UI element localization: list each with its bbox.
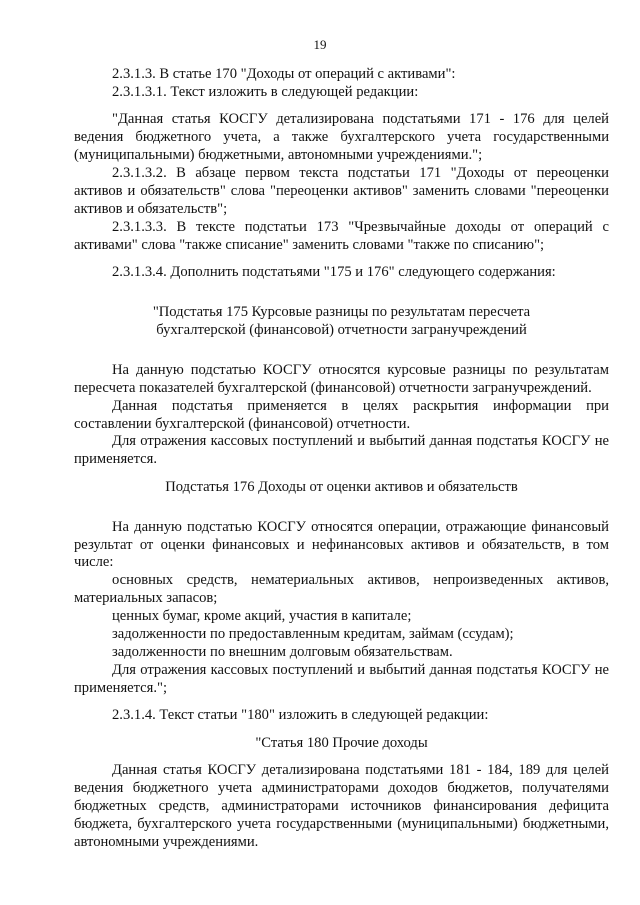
subarticle-175-usage: Данная подстатья применяется в целях раскрытия информации при составлении бухгалтерской (финансовой) отчетности.	[74, 397, 609, 432]
page-number: 19	[313, 37, 327, 52]
subarticle-175-heading: "Подстатья 175 Курсовые разницы по результатам пересчета бухгалтерской (финансовой) отчетности загранучреждений	[152, 303, 531, 338]
article-180-heading: "Статья 180 Прочие доходы	[255, 734, 428, 751]
subarticle-175-text: На данную подстатью КОСГУ относятся курсовые разницы по результатам пересчета показателей бухгалтерской (финансовой) отчетности загранучреждений.	[74, 361, 609, 396]
subarticle-176-heading: Подстатья 176 Доходы от оценки активов и обязательств	[165, 478, 518, 495]
subarticle-175-cash-note: Для отражения кассовых поступлений и выбытий данная подстатья КОСГУ не применяется.	[74, 433, 609, 468]
clause-2-3-1-3-3: 2.3.1.3.3. В тексте подстатьи 173 "Чрезвычайные доходы от операций с активами" слова "также списание" заменить словами "также по списанию";	[74, 218, 609, 253]
article-180-text: Данная статья КОСГУ детализирована подстатьями 181 - 184, 189 для целей ведения бюджетного учета администраторами доходов бюджетов, получателями бюджетных средств, администраторами источников финансирования дефицита бюджета, бухгалтерского учета государственными (муниципальными) бюджетными, автономными учреждениями.	[74, 762, 609, 850]
subarticle-176-text: На данную подстатью КОСГУ относятся операции, отражающие финансовый результат от оценки финансовых и нефинансовых активов и обязательств, в том числе:	[74, 518, 609, 571]
article-170-text: "Данная статья КОСГУ детализирована подстатьями 171 - 176 для целей ведения бюджетного учета, а также бухгалтерского учета государственными (муниципальными) бюджетными, автономными учреждениями.";	[74, 111, 609, 164]
clause-2-3-1-4: 2.3.1.4. Текст статьи "180" изложить в следующей редакции:	[112, 707, 489, 724]
list-item: основных средств, нематериальных активов, непроизведенных активов, материальных запасов;	[74, 572, 609, 607]
subarticle-176-cash-note: Для отражения кассовых поступлений и выбытий данная подстатья КОСГУ не применяется.";	[74, 661, 609, 696]
clause-2-3-1-3-1: 2.3.1.3.1. Текст изложить в следующей редакции:	[112, 83, 419, 100]
clause-2-3-1-3: 2.3.1.3. В статье 170 "Доходы от операций с активами":	[112, 66, 456, 82]
list-item: задолженности по внешним долговым обязательствам.	[112, 643, 453, 660]
list-item: ценных бумаг, кроме акций, участия в капитале;	[112, 608, 412, 625]
list-item: задолженности по предоставленным кредитам, займам (ссудам);	[112, 626, 514, 643]
clause-2-3-1-3-2: 2.3.1.3.2. В абзаце первом текста подстатьи 171 "Доходы от переоценки активов и обязательств" слова "переоценки активов" заменить словами "переоценки активов и обязательств";	[74, 165, 609, 217]
document-body	[74, 66, 609, 852]
clause-2-3-1-3-4: 2.3.1.3.4. Дополнить подстатьями "175 и 176" следующего содержания:	[112, 264, 556, 281]
